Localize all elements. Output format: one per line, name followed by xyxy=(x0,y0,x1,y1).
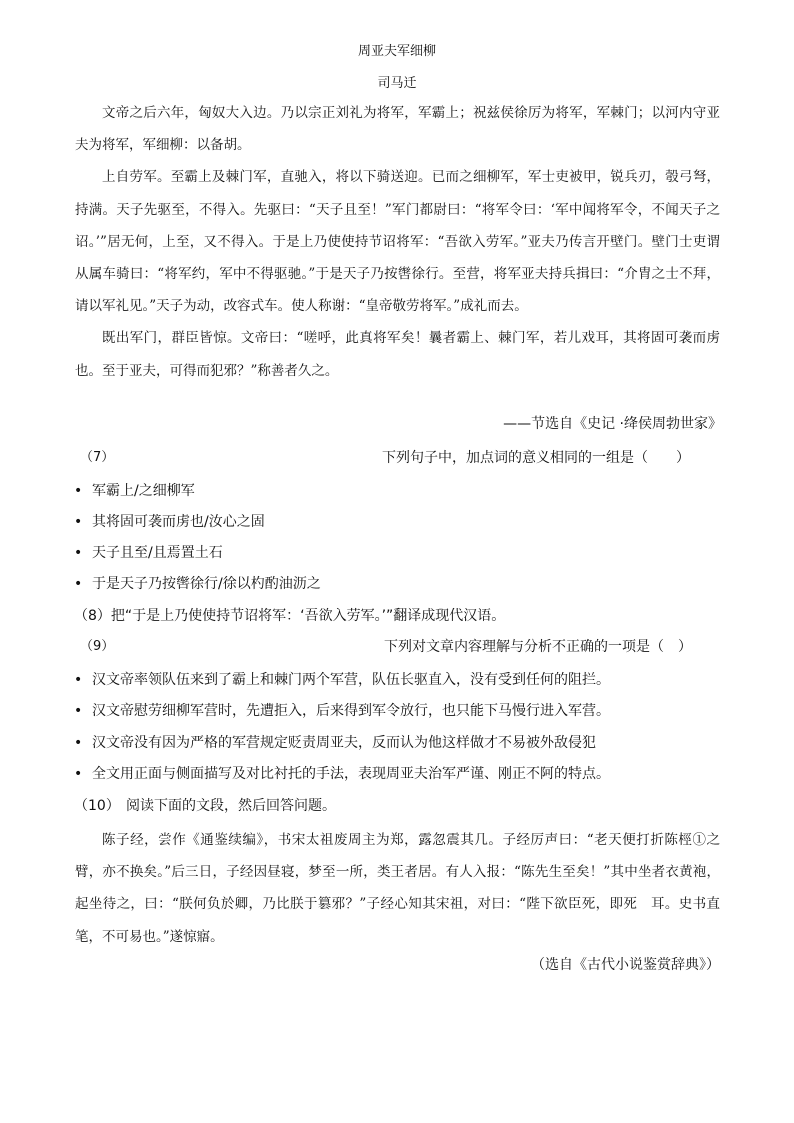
question-10 xyxy=(74,796,734,816)
question-8: （8）把“于是上乃使使持节诏将军：‘吾欲入劳军。’”翻译成现代汉语。 xyxy=(74,608,506,624)
question-9-number: （9） xyxy=(80,639,115,654)
question-9-stem: 下列对文章内容理解与分析不正确的一项是（ ） xyxy=(384,639,692,655)
option-text: 于是天子乃按辔徐行/徐以杓酌油沥之 xyxy=(92,576,321,592)
question-10-stem: 阅读下面的文段，然后回答问题。 xyxy=(126,798,336,814)
option-text: 其将固可袭而虏也/汝心之固 xyxy=(92,514,265,530)
second-passage-paragraph: 陈子经，尝作《通鉴续编》，书宋太祖废周主为郑，露忽震其几。子经厉声曰：“老天便打折陈桱①之臂，亦不换矣。”后三日，子经因昼寝，梦至一所，类王者居。有人入报：“陈先生至矣！”其中坐者衣黄袍，起坐待之，曰：“朕何负於卿，乃比朕于篡邪？”子经心知其宋祖，对曰：“陛下欲臣死，即死 耳。史书直笔，不可易也。”遂惊寤。 xyxy=(75,832,720,945)
option-text: 天子且至/且焉置土石 xyxy=(92,545,223,561)
option-text: 军霸上/之细柳军 xyxy=(92,483,195,499)
bullet-icon: • xyxy=(74,514,83,530)
second-passage-source: （选自《古代小说鉴赏辞典》） xyxy=(531,957,720,973)
question-10-number: （10） xyxy=(74,798,120,814)
question-7-number: （7） xyxy=(80,450,115,465)
bullet-icon: • xyxy=(74,483,83,499)
passage-title: 周亚夫军细柳 xyxy=(357,44,436,59)
option-text: 汉文帝率领队伍来到了霸上和棘门两个军营，队伍长驱直入，没有受到任何的阻拦。 xyxy=(92,672,610,688)
bullet-icon: • xyxy=(74,703,83,719)
bullet-icon: • xyxy=(74,735,83,751)
passage-paragraph-2: 上自劳军。至霸上及棘门军，直驰入，将以下骑送迎。已而之细柳军，军士吏被甲，锐兵刃，彀弓弩，持满。天子先驱至，不得入。先驱曰：“天子且至！”军门都尉曰：“将军令曰：‘军中闻将军令，不闻天子之诏。’”居无何，上至，又不得入。于是上乃使使持节诏将军：“吾欲入劳军。”亚夫乃传言开壁门。壁门士吏谓从属车骑曰：“将军约，军中不得驱驰。”于是天子乃按辔徐行。至营，将军亚夫持兵揖曰：“介胄之士不拜，请以军礼见。”天子为动，改容式车。使人称谢：“皇帝敬劳将军。”成礼而去。 xyxy=(75,169,720,315)
option-text: 全文用正面与侧面描写及对比衬托的手法，表现周亚夫治军严谨、刚正不阿的特点。 xyxy=(92,766,610,782)
bullet-icon: • xyxy=(74,672,83,688)
passage-source: ——节选自《史记 ·绛侯周勃世家》 xyxy=(503,416,722,432)
bullet-icon: • xyxy=(74,576,83,592)
passage-paragraph-1: 文帝之后六年，匈奴大入边。乃以宗正刘礼为将军，军霸上；祝兹侯徐厉为将军，军棘门；以河内守亚夫为将军，军细柳：以备胡。 xyxy=(75,105,720,154)
main-passage xyxy=(75,97,720,387)
passage-paragraph-3: 既出军门，群臣皆惊。文帝曰：“嗟呼，此真将军矣！曩者霸上、棘门军，若儿戏耳，其将固可袭而虏也。至于亚夫，可得而犯邪？”称善者久之。 xyxy=(75,330,720,379)
option-text: 汉文帝没有因为严格的军营规定贬责周亚夫，反而认为他这样做才不易被外敌侵犯 xyxy=(92,735,596,751)
second-passage xyxy=(75,824,720,953)
question-7-stem: 下列句子中，加点词的意义相同的一组是（ ） xyxy=(382,450,690,466)
bullet-icon: • xyxy=(74,766,83,782)
option-text: 汉文帝慰劳细柳军营时，先遭拒入，后来得到军令放行，也只能下马慢行进入军营。 xyxy=(92,703,610,719)
bullet-icon: • xyxy=(74,545,83,561)
passage-author: 司马迁 xyxy=(377,76,417,91)
